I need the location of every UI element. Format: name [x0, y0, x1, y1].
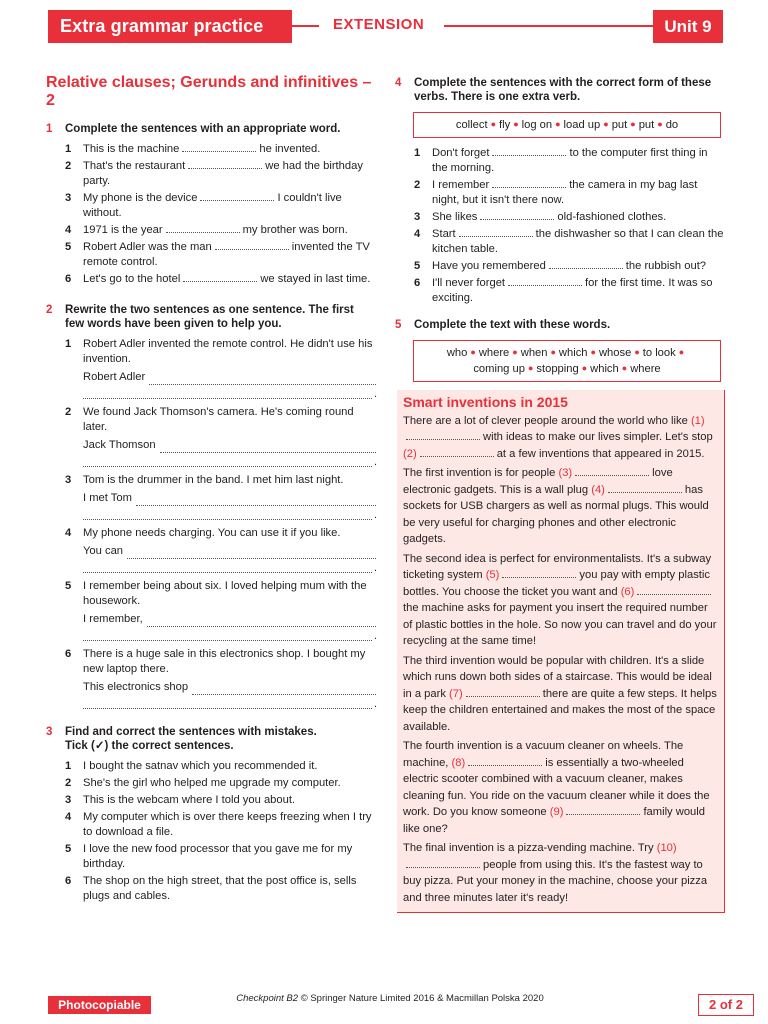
answer-line[interactable] [83, 453, 372, 467]
text-paragraph [403, 653, 718, 736]
text-paragraph [403, 738, 718, 837]
gap-blank[interactable] [406, 430, 480, 440]
item-number: 4 [65, 811, 72, 823]
text-run: you pay with empty plastic bottles. You choose the ticket you want and [403, 569, 710, 598]
gap-blank[interactable] [466, 687, 540, 697]
item-text: My computer which is over there keeps freezing when I try to download a file. [83, 811, 372, 838]
text-run: The fourth invention is a vacuum cleaner on wheels. The machine, [403, 740, 684, 769]
item-number: 2 [65, 406, 72, 418]
item-number: 2 [65, 777, 72, 789]
answer-line[interactable] [83, 506, 372, 520]
item-number: 5 [65, 580, 72, 592]
bullet-icon: ● [621, 363, 628, 373]
ex4-item [395, 259, 725, 274]
gap-blank[interactable] [637, 585, 711, 595]
item-text-start: She likes [432, 211, 478, 223]
exercise-number: 5 [395, 319, 402, 331]
bullet-icon: ● [513, 119, 519, 129]
text-run: The first invention is for people [403, 467, 556, 479]
item-number: 2 [414, 179, 421, 191]
rewrite-line[interactable] [83, 612, 376, 627]
text-run: family would like one? [403, 806, 705, 835]
item-text: There is a huge sale in this electronics shop. I bought my new laptop there. [83, 648, 366, 675]
ex3-item [46, 842, 376, 872]
ex2-item [46, 579, 376, 641]
gap-number: (2) [403, 447, 417, 460]
answer-blank[interactable] [160, 442, 376, 453]
word-option: coming up [473, 363, 525, 375]
item-text-end: he invented. [259, 143, 321, 155]
item-text-end: I couldn't live without. [83, 192, 342, 219]
ex4-item [395, 146, 725, 176]
ex4-item [395, 178, 725, 208]
item-text-start: That's the restaurant [83, 160, 186, 172]
item-text: I remember being about six. I loved helping mum with the housework. [83, 580, 367, 607]
item-text-start: Let's go to the hotel [83, 273, 181, 285]
item-text: My phone needs charging. You can use it if you like. [83, 527, 341, 539]
gap-blank[interactable] [608, 483, 682, 493]
answer-line[interactable] [83, 627, 372, 641]
gap-blank[interactable] [420, 447, 494, 457]
word-option: whose [598, 347, 632, 359]
item-text: We found Jack Thomson's camera. He's coming round later. [83, 406, 354, 433]
item-text-end: we stayed in last time. [260, 273, 371, 285]
header-extension: EXTENSION [333, 16, 425, 33]
exercise-instruction: Complete the text with these words. [414, 319, 611, 331]
gap-number: (8) [451, 756, 466, 769]
answer-blank[interactable] [215, 240, 289, 250]
tick-icon: ✓ [94, 740, 105, 752]
given-words: You can [83, 545, 124, 557]
answer-blank[interactable] [459, 227, 533, 237]
bullet-icon: ● [630, 119, 636, 129]
bullet-icon: ● [603, 119, 609, 129]
exercise-instruction: Complete the sentences with the correct form of these verbs. There is one extra verb. [414, 77, 712, 103]
ex2-item [46, 647, 376, 709]
item-text: She's the girl who helped me upgrade my computer. [83, 777, 341, 789]
answer-blank[interactable] [149, 374, 376, 385]
answer-blank[interactable] [188, 159, 262, 169]
item-text-start: Don't forget [432, 147, 490, 159]
exercise-instruction-tick: Tick ( [65, 740, 95, 752]
item-text: Tom is the drummer in the band. I met him last night. [83, 474, 344, 486]
given-words: Jack Thomson [83, 439, 156, 451]
answer-blank[interactable] [492, 146, 566, 156]
item-number: 1 [65, 338, 72, 350]
ex2-item [46, 526, 376, 573]
ex4-item [395, 227, 725, 257]
gap-number: (9) [549, 806, 564, 818]
bullet-icon: ● [550, 347, 556, 357]
reading-text-box [397, 390, 725, 913]
item-number: 5 [65, 843, 72, 855]
item-text-end: to the computer first thing in the morning. [432, 147, 708, 174]
bullet-icon: ● [657, 119, 663, 129]
header-rule-left [292, 25, 319, 27]
item-number: 5 [414, 260, 421, 272]
ex1-item [46, 142, 376, 157]
item-number: 4 [414, 228, 421, 240]
item-number: 6 [65, 648, 72, 660]
exercise-instruction: Rewrite the two sentences as one sentence. The first few words have been given to help you. [65, 304, 354, 330]
item-number: 3 [65, 474, 72, 486]
item-text: The shop on the high street, that the post office is, sells plugs and cables. [83, 875, 357, 902]
item-text-start: Robert Adler was the man [83, 241, 212, 253]
exercise-instruction: Find and correct the sentences with mistakes. [65, 726, 317, 738]
item-number: 4 [65, 527, 72, 539]
bullet-icon: ● [527, 363, 534, 373]
exercise-4-word-box [413, 112, 721, 138]
item-number: 6 [414, 277, 421, 289]
gap-number: (4) [591, 483, 605, 496]
gap-number: (1) [690, 414, 705, 427]
word-option: where [478, 347, 510, 359]
text-title: Smart inventions in 2015 [403, 394, 568, 410]
gap-number: (7) [449, 687, 463, 700]
gap-number: (5) [485, 569, 500, 581]
item-text-start: 1971 is the year [83, 224, 163, 236]
item-text-end: the camera in my bag last night, but it isn't there now. [432, 179, 698, 206]
item-number: 3 [65, 794, 72, 806]
text-run: There are a lot of clever people around the world who like [403, 414, 688, 427]
item-number: 2 [65, 160, 72, 172]
word-option: which [590, 363, 619, 375]
item-text-start: My phone is the device [83, 192, 198, 204]
exercise-4-items [395, 146, 725, 306]
exercise-number: 2 [46, 304, 53, 316]
answer-line[interactable] [83, 385, 372, 399]
text-run: the machine asks for payment you insert the required number of plastic bottles in the hole. So now you can travel and do your recycling at the same time! [403, 602, 717, 647]
ex3-item [46, 810, 376, 840]
answer-blank[interactable] [200, 191, 274, 201]
right-column [395, 74, 725, 913]
word-option: put [638, 119, 655, 131]
exercise-2-items [46, 337, 376, 709]
exercise-5-heading [395, 318, 725, 332]
gap-number: (10) [656, 842, 677, 854]
item-text-end: the rubbish out? [625, 260, 707, 272]
text-run: has sockets for USB chargers as well as normal plugs. This would be very useful for charging phones and other electronic gadgets. [403, 483, 709, 545]
ex3-item [46, 776, 376, 791]
item-text-end: invented the TV remote control. [83, 241, 370, 268]
text-run: is essentially a two-wheeled electric scooter combined with a vacuum cleaner, makes cleaning fun. You ride on the vacuum cleaner while it does the work. Do you know someone [403, 756, 710, 818]
word-option: log on [521, 119, 553, 131]
word-option: stopping [536, 363, 579, 375]
answer-blank[interactable] [147, 616, 376, 627]
exercise-instruction: Complete the sentences with an appropriate word. [65, 123, 341, 135]
item-number: 3 [414, 211, 421, 223]
text-paragraph [403, 413, 718, 463]
text-paragraph [403, 465, 718, 548]
given-words: I met Tom [83, 492, 132, 504]
answer-blank[interactable] [183, 272, 257, 282]
bullet-icon: ● [581, 363, 588, 373]
item-text: I love the new food processor that you gave me for my birthday. [83, 843, 353, 870]
exercise-2-heading [46, 303, 376, 331]
ex3-item [46, 874, 376, 904]
item-text-end: for the first time. It was so exciting. [432, 277, 713, 304]
given-words: This electronics shop [83, 681, 189, 693]
gap-number: (3) [558, 467, 573, 479]
section-title: Relative clauses; Gerunds and infinitives – 2 [46, 74, 372, 109]
photocopiable-badge: Photocopiable [48, 996, 151, 1014]
ex1-item [46, 223, 376, 238]
item-text-end: old-fashioned clothes. [557, 211, 667, 223]
left-column [46, 74, 376, 906]
item-text-end: my brother was born. [242, 224, 348, 236]
exercise-4-heading [395, 76, 725, 104]
text-run: at a few inventions that appeared in 2015. [496, 447, 705, 460]
gap-blank[interactable] [566, 805, 640, 815]
text-run: love electronic gadgets. This is a wall plug [403, 467, 673, 496]
item-number: 1 [65, 760, 72, 772]
item-number: 5 [65, 241, 72, 253]
item-text-start: Have you remembered [432, 260, 546, 272]
word-option: to look [642, 347, 676, 359]
exercise-number: 3 [46, 726, 53, 738]
gap-blank[interactable] [468, 756, 542, 766]
word-option: when [520, 347, 548, 359]
bullet-icon: ● [634, 347, 640, 357]
ex1-item [46, 159, 376, 189]
given-words: Robert Adler [83, 371, 146, 383]
word-option: do [665, 119, 679, 131]
copyright-credit [200, 993, 580, 1004]
item-number: 1 [65, 143, 72, 155]
gap-blank[interactable] [575, 466, 649, 476]
bullet-icon: ● [490, 119, 496, 129]
item-number: 6 [65, 273, 72, 285]
item-text: I bought the satnav which you recommended it. [83, 760, 318, 772]
answer-blank[interactable] [508, 276, 582, 286]
answer-blank[interactable] [480, 210, 554, 220]
ex4-item [395, 276, 725, 306]
word-option: who [446, 347, 468, 359]
exercise-number: 1 [46, 123, 53, 135]
answer-line[interactable] [83, 695, 372, 709]
item-number: 1 [414, 147, 421, 159]
text-run: The final invention is a pizza-vending machine. Try [403, 842, 654, 854]
item-text-end: the dishwasher so that I can clean the kitchen table. [432, 228, 724, 255]
item-number: 3 [65, 192, 72, 204]
gap-blank[interactable] [406, 858, 480, 868]
word-option: where [630, 363, 661, 375]
ex3-item [46, 759, 376, 774]
answer-blank[interactable] [166, 223, 240, 233]
ex1-item [46, 191, 376, 221]
bullet-icon: ● [512, 347, 518, 357]
given-words: I remember, [83, 613, 143, 625]
exercise-5-word-box [413, 340, 721, 382]
bullet-icon: ● [590, 347, 596, 357]
exercise-1-heading [46, 122, 376, 136]
rewrite-line[interactable] [83, 438, 376, 453]
answer-blank[interactable] [192, 684, 376, 695]
ex2-item [46, 473, 376, 520]
answer-line[interactable] [83, 559, 372, 573]
text-run: The third invention would be popular with children. It's a slide which runs down both sides of a staircase. This would be ideal in a park [403, 654, 712, 700]
text-run: people from using this. It's the fastest way to buy pizza. Put your money in the machine, choose your pizza and three minutes later it's ready! [403, 858, 708, 904]
text-run: The second idea is perfect for environmentalists. It's a subway ticketing system [403, 552, 712, 581]
item-text-start: I remember [432, 179, 490, 191]
text-paragraph [403, 840, 718, 906]
word-option: load up [563, 119, 601, 131]
word-option: which [558, 347, 588, 359]
book-title: Checkpoint B2 [236, 993, 299, 1004]
text-run: with ideas to make our lives simpler. Let's stop [483, 431, 713, 443]
item-number: 6 [65, 875, 72, 887]
answer-blank[interactable] [136, 495, 376, 506]
gap-blank[interactable] [502, 568, 576, 578]
word-option: fly [499, 119, 511, 131]
exercise-3-heading [46, 725, 376, 753]
ex1-item [46, 240, 376, 270]
header-unit: Unit 9 [653, 10, 723, 43]
ex2-item [46, 337, 376, 399]
bullet-icon: ● [555, 119, 561, 129]
ex2-item [46, 405, 376, 467]
word-option: collect [455, 119, 488, 131]
word-option: put [611, 119, 628, 131]
text-run: there are quite a few steps. It helps keep the children entertained and makes the most of the space available. [403, 687, 717, 733]
copyright-text: © Springer Nature Limited 2016 & Macmillan Polska 2020 [300, 993, 544, 1004]
exercise-3-items [46, 759, 376, 904]
item-text: Robert Adler invented the remote control. He didn't use his invention. [83, 338, 373, 365]
exercise-instruction-end: ) the correct sentences. [104, 740, 234, 752]
answer-blank[interactable] [549, 259, 623, 269]
header-title: Extra grammar practice [60, 16, 264, 36]
ex3-item [46, 793, 376, 808]
bullet-icon: ● [678, 347, 685, 357]
bullet-icon: ● [470, 347, 476, 357]
rewrite-line[interactable] [83, 680, 376, 695]
rewrite-line[interactable] [83, 491, 376, 506]
page-number: 2 of 2 [698, 994, 754, 1016]
gap-number: (6) [620, 585, 635, 598]
item-text-end: we had the birthday party. [83, 160, 363, 187]
item-text-start: This is the machine [83, 143, 180, 155]
rewrite-line[interactable] [83, 544, 376, 559]
item-text: This is the webcam where I told you about. [83, 794, 296, 806]
answer-blank[interactable] [182, 142, 256, 152]
item-number: 4 [65, 224, 72, 236]
exercise-1-items [46, 142, 376, 287]
text-paragraph [403, 551, 718, 650]
item-text-start: Start [432, 228, 456, 240]
answer-blank[interactable] [127, 548, 376, 559]
exercise-number: 4 [395, 77, 402, 89]
header-rule-right [444, 25, 653, 27]
ex1-item [46, 272, 376, 287]
rewrite-line[interactable] [83, 370, 376, 385]
ex4-item [395, 210, 725, 225]
answer-blank[interactable] [492, 178, 566, 188]
item-text-start: I'll never forget [432, 277, 506, 289]
